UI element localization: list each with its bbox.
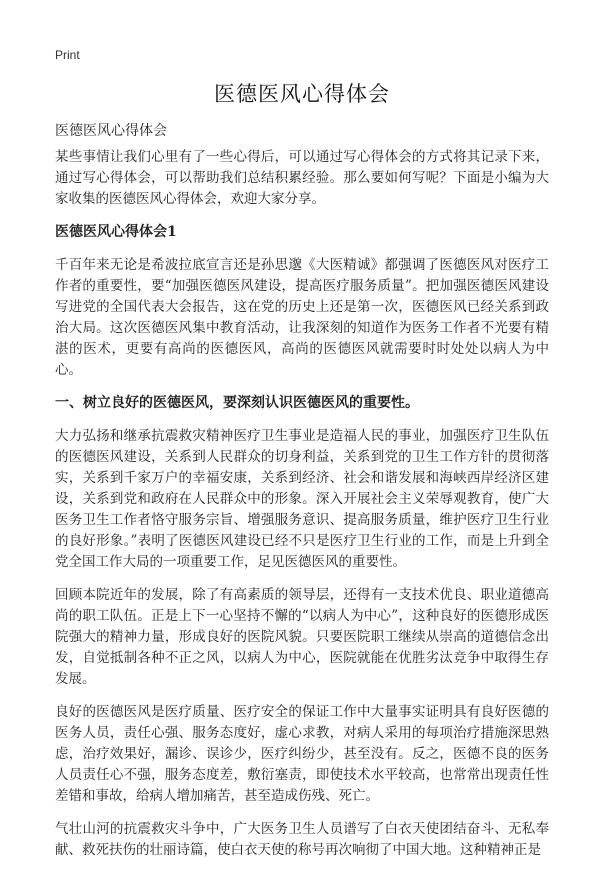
body-paragraph-5: 气壮山河的抗震救灾斗争中，广大医务卫生人员谱写了白衣天使团结奋斗、无私奉献、救死扶伤的壮丽诗篇，使白衣天使的称号再次响彻了中国大地。这种精神正是 [55, 821, 549, 858]
print-label: Print [55, 48, 80, 62]
body-paragraph-3: 回顾本院近年的发展，除了有高素质的领导层，还得有一支技术优良、职业道德高尚的职工队伍。正是上下一心坚持不懈的“以病人为中心”，这种良好的医德形成医院强大的精神力量，形成良好的医院风貌。只要医院职工继续从崇高的道德信念出发，自觉抵制各种不正之风，以病人为中心，医院就能在优胜劣汰竞争中取得生存发展。 [55, 587, 549, 687]
body-paragraph-1: 千百年来无论是希波拉底宣言还是孙思邈《大医精诚》都强调了医德医风对医疗工作者的重要性，要“加强医德医风建设，提高医疗服务质量”。把加强医德医风建设写进党的全国代表大会报告，这在党的历史上还是第一次，医德医风已经关系到政治大局。这次医德医风集中教育活动，让我深刻的知道作为医务工作者不光要有精湛的医术，更要有高尚的医德医风，高尚的医德医风就需要时时处处以病人为中心。 [55, 257, 549, 378]
body-paragraph-2: 大力弘扬和继承抗震救灾精神医疗卫生事业是造福人民的事业，加强医疗卫生队伍的医德医风建设，关系到人民群众的切身利益，关系到党的卫生工作方针的贯彻落实，关系到千家万户的幸福安康，关系到经济、社会和谐发展和海峡西岸经济区建设，关系到党和政府在人民群众中的形象。深入开展社会主义荣辱观教育，使广大医务卫生工作者恪守服务宗旨、增强服务意识、提高服务质量，维护医疗卫生行业的良好形象。”表明了医德医风建设已经不只是医疗卫生行业的工作，而是上升到全党全国工作大局的一项重要工作，足见医德医风的重要性。 [55, 428, 549, 570]
body-paragraph-4: 良好的医德医风是医疗质量、医疗安全的保证工作中大量事实证明具有良好医德的医务人员，责任心强、服务态度好，虚心求教，对病人采用的每项治疗措施深思熟虑，治疗效果好，漏诊、误诊少，医疗纠纷少，甚至没有。反之，医德不良的医务人员责任心不强，服务态度差，敷衍塞责，即使技术水平较高，也常常出现责任性差错和事故，给病人增加痛苦，甚至造成伤残、死亡。 [55, 704, 549, 804]
document-title: 医德医风心得体会 [214, 82, 390, 106]
document-body [55, 147, 549, 873]
document-subtitle: 医德医风心得体会 [55, 123, 167, 139]
subheading-1: 一、树立良好的医德医风，要深刻认识医德医风的重要性。 [55, 395, 419, 411]
intro-paragraph: 某些事情让我们心里有了一些心得后，可以通过写心得体会的方式将其记录下来，通过写心得体会，可以帮助我们总结积累经验。那么要如何写呢？下面是小编为大家收集的医德医风心得体会，欢迎大家分享。 [55, 149, 549, 207]
section-heading: 医德医风心得体会1 [55, 224, 177, 240]
